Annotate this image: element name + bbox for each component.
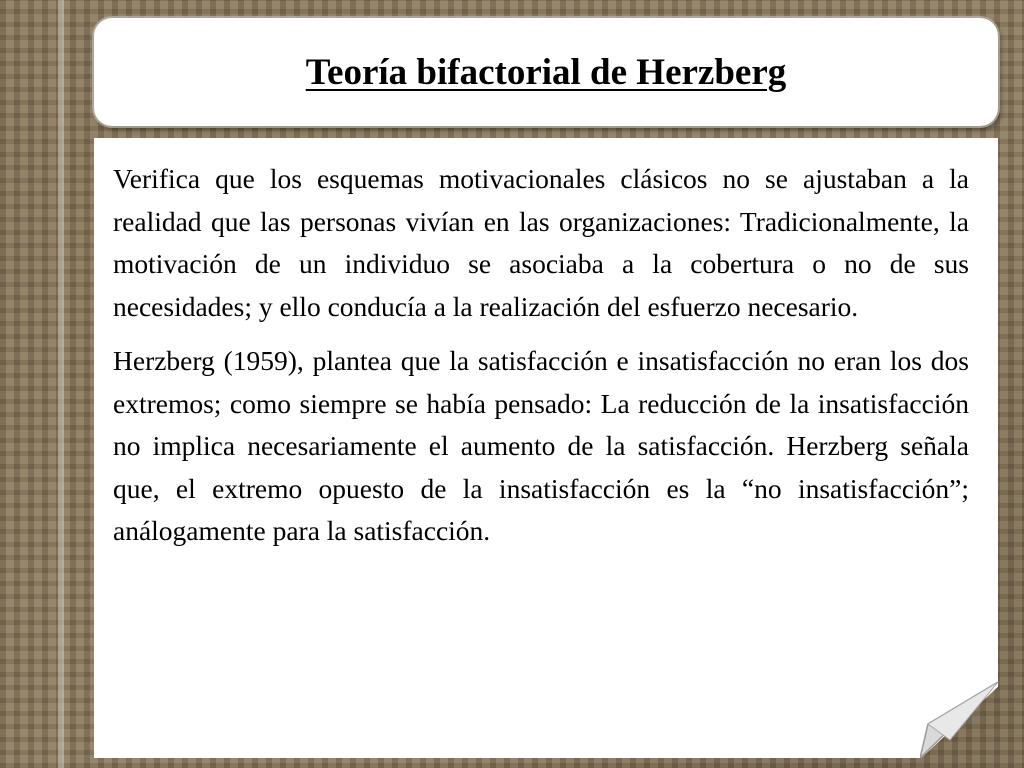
body-paragraph: Verifica que los esquemas motivacionales clásicos no se ajustaban a la realidad que las personas vivían en las organizaciones: Tradicionalmente, la motivación de un individuo se asociaba a la cobertura o no de sus necesidades; y ello conducía a la realización del esfuerzo necesario.	[113, 163, 969, 322]
slide-title: Teoría bifactorial de Herzberg	[305, 51, 787, 93]
background-stripe	[58, 0, 64, 768]
body-paragraph: Herzberg (1959), plantea que la satisfacción e insatisfacción no eran los dos extremos; como siempre se había pensado: La reducción de la insatisfacción no implica necesariamente el aumento de la satisfacción. Herzberg señala que, el extremo opuesto de la insatisfacción es la “no insatisfacción”; análogamente para la satisfacción.	[113, 345, 969, 546]
slide-body	[113, 158, 969, 565]
page-curl-icon	[920, 682, 998, 758]
title-card	[94, 18, 998, 126]
